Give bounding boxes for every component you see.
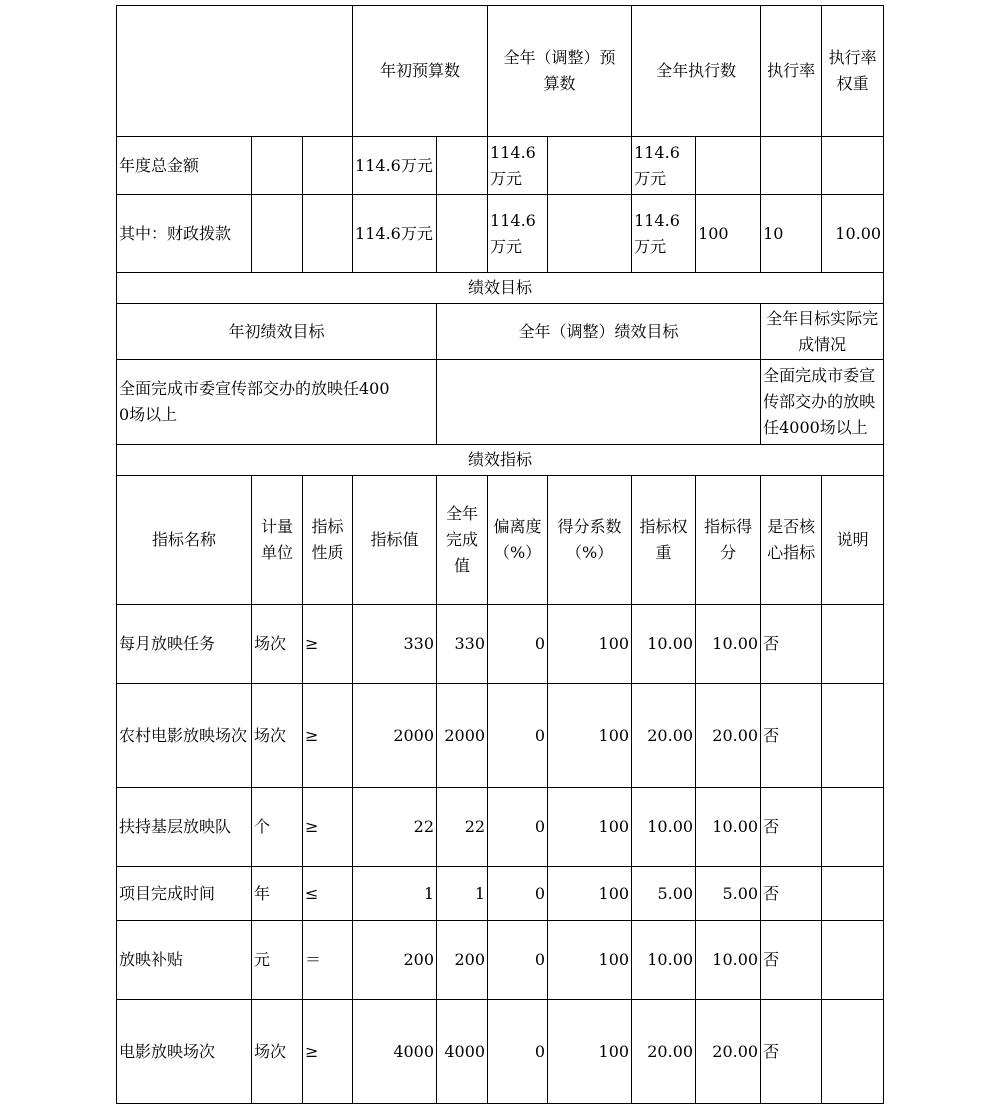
budget-row-label: 其中：财政拨款: [117, 195, 252, 273]
budget-adjusted-value: 114.6万元: [488, 137, 548, 195]
header-deviation: 偏离度（%）: [488, 476, 548, 605]
indicator-coefficient: 100: [548, 605, 632, 684]
budget-corner-cell: [117, 6, 353, 137]
indicator-weight: 20.00: [632, 1000, 696, 1104]
indicator-score: 5.00: [696, 867, 761, 921]
indicator-unit: 场次: [252, 605, 303, 684]
budget-executed-value: 114.6万元: [632, 195, 696, 273]
budget-rate-value: 100: [696, 195, 761, 273]
indicator-core: 否: [761, 788, 822, 867]
indicator-coefficient: 100: [548, 921, 632, 1000]
indicator-note: [822, 788, 884, 867]
indicator-note: [822, 867, 884, 921]
indicator-actual: 2000: [437, 684, 488, 788]
indicators-header-row: [117, 476, 884, 605]
header-coefficient: 得分系数（%）: [548, 476, 632, 605]
indicator-deviation: 0: [488, 921, 548, 1000]
indicator-name: 每月放映任务: [117, 605, 252, 684]
header-nature: 指标性质: [303, 476, 353, 605]
budget-weight-value: 10: [761, 195, 822, 273]
indicator-target: 1: [353, 867, 437, 921]
header-unit: 计量单位: [252, 476, 303, 605]
budget-score-value: [822, 137, 884, 195]
indicator-actual: 4000: [437, 1000, 488, 1104]
header-adjusted-goal: 全年（调整）绩效目标: [437, 304, 761, 360]
indicator-coefficient: 100: [548, 788, 632, 867]
initial-goal-text: 全面完成市委宣传部交办的放映任4000场以上: [117, 360, 437, 445]
empty-cell: [252, 195, 303, 273]
indicator-name: 扶持基层放映队: [117, 788, 252, 867]
header-target: 指标值: [353, 476, 437, 605]
goals-header-row: [117, 304, 884, 360]
empty-cell: [252, 137, 303, 195]
header-indicator-name: 指标名称: [117, 476, 252, 605]
indicator-coefficient: 100: [548, 1000, 632, 1104]
table-row: [117, 867, 884, 921]
indicator-core: 否: [761, 867, 822, 921]
indicator-core: 否: [761, 1000, 822, 1104]
header-core: 是否核心指标: [761, 476, 822, 605]
indicator-note: [822, 605, 884, 684]
indicator-coefficient: 100: [548, 684, 632, 788]
header-note: 说明: [822, 476, 884, 605]
budget-adjusted-value: 114.6万元: [488, 195, 548, 273]
table-row: [117, 1000, 884, 1104]
indicator-note: [822, 1000, 884, 1104]
header-weight: 指标权重: [632, 476, 696, 605]
empty-cell: [437, 137, 488, 195]
actual-goal-text: 全面完成市委宣传部交办的放映任4000场以上: [761, 360, 884, 445]
indicator-score: 10.00: [696, 921, 761, 1000]
header-execution-rate: 执行率: [761, 6, 822, 137]
indicator-score: 10.00: [696, 605, 761, 684]
indicator-nature: ＝: [303, 921, 353, 1000]
budget-initial-value: 114.6万元: [353, 195, 437, 273]
table-row: [117, 684, 884, 788]
table-row: [117, 605, 884, 684]
budget-score-value: 10.00: [822, 195, 884, 273]
budget-row-label: 年度总金额: [117, 137, 252, 195]
indicator-nature: ≥: [303, 1000, 353, 1104]
header-executed: 全年执行数: [632, 6, 761, 137]
indicator-score: 10.00: [696, 788, 761, 867]
indicator-unit: 场次: [252, 684, 303, 788]
empty-cell: [548, 137, 632, 195]
indicator-name: 农村电影放映场次: [117, 684, 252, 788]
budget-header-row: [117, 6, 884, 137]
empty-cell: [303, 137, 353, 195]
performance-table: [116, 5, 884, 1104]
indicator-unit: 场次: [252, 1000, 303, 1104]
indicator-score: 20.00: [696, 684, 761, 788]
header-actual-goal: 全年目标实际完成情况: [761, 304, 884, 360]
indicator-nature: ≥: [303, 684, 353, 788]
indicator-deviation: 0: [488, 788, 548, 867]
indicator-target: 22: [353, 788, 437, 867]
indicator-unit: 年: [252, 867, 303, 921]
goals-title-row: [117, 273, 884, 304]
indicator-actual: 22: [437, 788, 488, 867]
indicator-core: 否: [761, 921, 822, 1000]
adjusted-goal-text: [437, 360, 761, 445]
header-initial-budget: 年初预算数: [353, 6, 488, 137]
header-initial-goal: 年初绩效目标: [117, 304, 437, 360]
indicator-note: [822, 921, 884, 1000]
indicator-unit: 元: [252, 921, 303, 1000]
indicator-deviation: 0: [488, 867, 548, 921]
header-rate-weight: 执行率权重: [822, 6, 884, 137]
indicator-weight: 10.00: [632, 788, 696, 867]
indicator-deviation: 0: [488, 605, 548, 684]
budget-weight-value: [761, 137, 822, 195]
indicator-coefficient: 100: [548, 867, 632, 921]
budget-row-total: [117, 137, 884, 195]
empty-cell: [548, 195, 632, 273]
indicator-target: 200: [353, 921, 437, 1000]
indicator-nature: ≥: [303, 605, 353, 684]
header-actual: 全年完成值: [437, 476, 488, 605]
goals-section-title: 绩效目标: [117, 273, 884, 304]
indicator-deviation: 0: [488, 684, 548, 788]
indicator-name: 电影放映场次: [117, 1000, 252, 1104]
budget-initial-value: 114.6万元: [353, 137, 437, 195]
indicator-deviation: 0: [488, 1000, 548, 1104]
indicator-nature: ≥: [303, 788, 353, 867]
indicator-nature: ≤: [303, 867, 353, 921]
indicator-core: 否: [761, 605, 822, 684]
indicators-title-row: [117, 445, 884, 476]
header-score: 指标得分: [696, 476, 761, 605]
empty-cell: [437, 195, 488, 273]
indicator-target: 330: [353, 605, 437, 684]
table-row: [117, 921, 884, 1000]
indicators-section-title: 绩效指标: [117, 445, 884, 476]
indicator-weight: 10.00: [632, 921, 696, 1000]
indicator-actual: 200: [437, 921, 488, 1000]
indicator-target: 2000: [353, 684, 437, 788]
budget-rate-value: [696, 137, 761, 195]
indicator-unit: 个: [252, 788, 303, 867]
empty-cell: [303, 195, 353, 273]
indicator-score: 20.00: [696, 1000, 761, 1104]
goals-value-row: [117, 360, 884, 445]
budget-row-fiscal: [117, 195, 884, 273]
indicator-weight: 5.00: [632, 867, 696, 921]
indicator-name: 项目完成时间: [117, 867, 252, 921]
indicator-target: 4000: [353, 1000, 437, 1104]
indicator-note: [822, 684, 884, 788]
indicator-name: 放映补贴: [117, 921, 252, 1000]
indicator-actual: 1: [437, 867, 488, 921]
budget-executed-value: 114.6万元: [632, 137, 696, 195]
indicator-core: 否: [761, 684, 822, 788]
indicator-actual: 330: [437, 605, 488, 684]
indicator-weight: 20.00: [632, 684, 696, 788]
header-adjusted-budget: 全年（调整）预算数: [488, 6, 632, 137]
table-row: [117, 788, 884, 867]
indicator-weight: 10.00: [632, 605, 696, 684]
